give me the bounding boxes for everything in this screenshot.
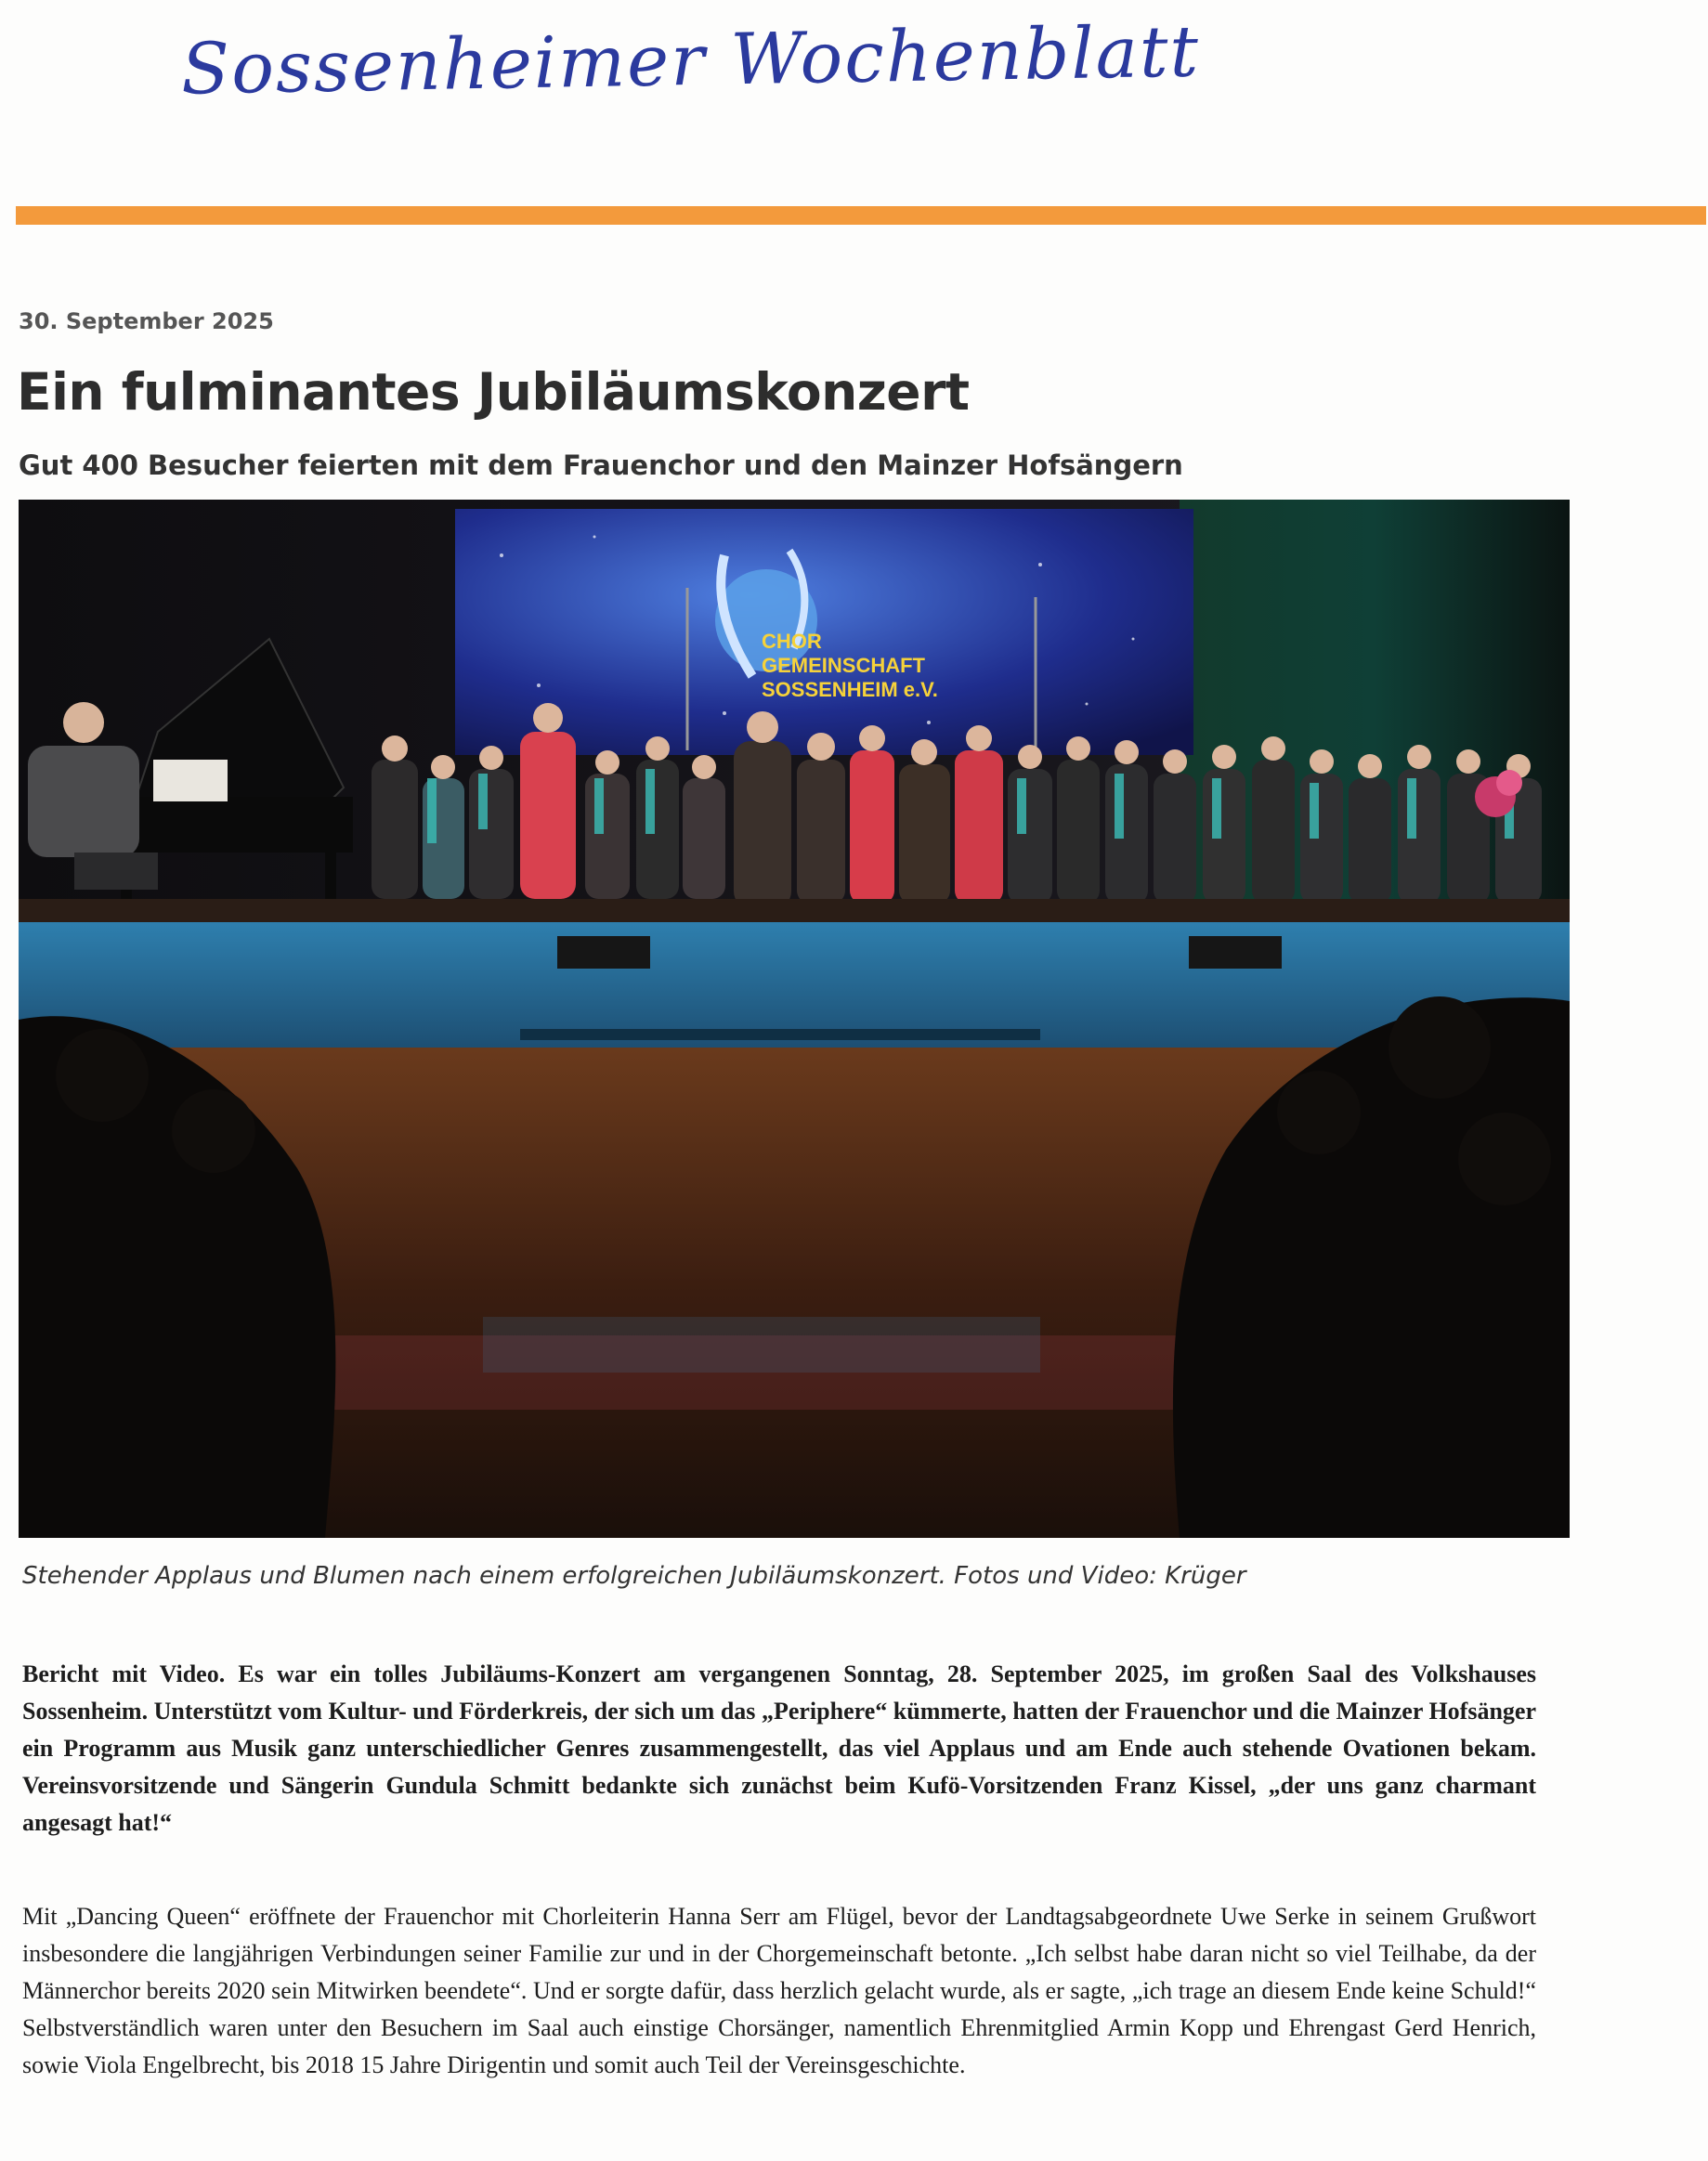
article-headline: Ein fulminantes Jubiläumskonzert [17,362,970,422]
banner-text-line3: SOSSENHEIM e.V. [762,678,938,701]
handwritten-note: Sossenheimer Wochenblatt [180,9,1201,111]
article-subheadline: Gut 400 Besucher feierten mit dem Frauenchor und den Mainzer Hofsängern [19,449,1183,481]
concert-photo [19,500,1570,1538]
article-paragraph-2: Mit „Dancing Queen“ eröffnete der Frauenchor mit Chorleiterin Hanna Serr am Flügel, bevor der Landtagsabgeordnete Uwe Serke in seinem Grußwort insbesondere die langjährigen Verbindungen seiner Familie zur und in der Chorgemeinschaft betonte. „Ich selbst habe daran nicht so viel Teilhabe, da der Männerchor bereits 2020 sein Mitwirken beendete“. Und er sorgte dafür, dass herzlich gelacht wurde, als er sagte, „ich trage an diesem Ende keine Schuld!“ Selbstverständlich waren unter den Besuchern im Saal auch einstige Chorsänger, namentlich Ehrenmitglied Armin Kopp und Ehrengast Gerd Henrich, sowie Viola Engelbrecht, bis 2018 15 Jahre Dirigentin und somit auch Teil der Vereinsgeschichte. [22,1903,1536,2078]
banner-text-line2: GEMEINSCHAFT [762,654,925,677]
header-accent-rule [16,206,1706,225]
photo-caption: Stehender Applaus und Blumen nach einem erfolgreichen Jubiläumskonzert. Fotos und Video: Krüger [22,1562,1246,1590]
banner-text-line1: CHOR [762,630,822,653]
article-date: 30. September 2025 [19,308,274,334]
article-paragraph-1: Bericht mit Video. Es war ein tolles Jubiläums-Konzert am vergangenen Sonntag, 28. September 2025, im großen Saal des Volkshauses Sossenheim. Unterstützt vom Kultur- und Förderkreis, der sich um das „Periphere“ kümmerte, hatten der Frauenchor und die Mainzer Hofsänger ein Programm aus Musik ganz unterschiedlicher Genres zusammengestellt, das viel Applaus und am Ende auch stehende Ovationen bekam. Vereinsvorsitzende und Sängerin Gundula Schmitt bedankte sich zunächst beim Kufö-Vorsitzenden Franz Kissel, „der uns ganz charmant angesagt hat!“ [22,1660,1536,1836]
